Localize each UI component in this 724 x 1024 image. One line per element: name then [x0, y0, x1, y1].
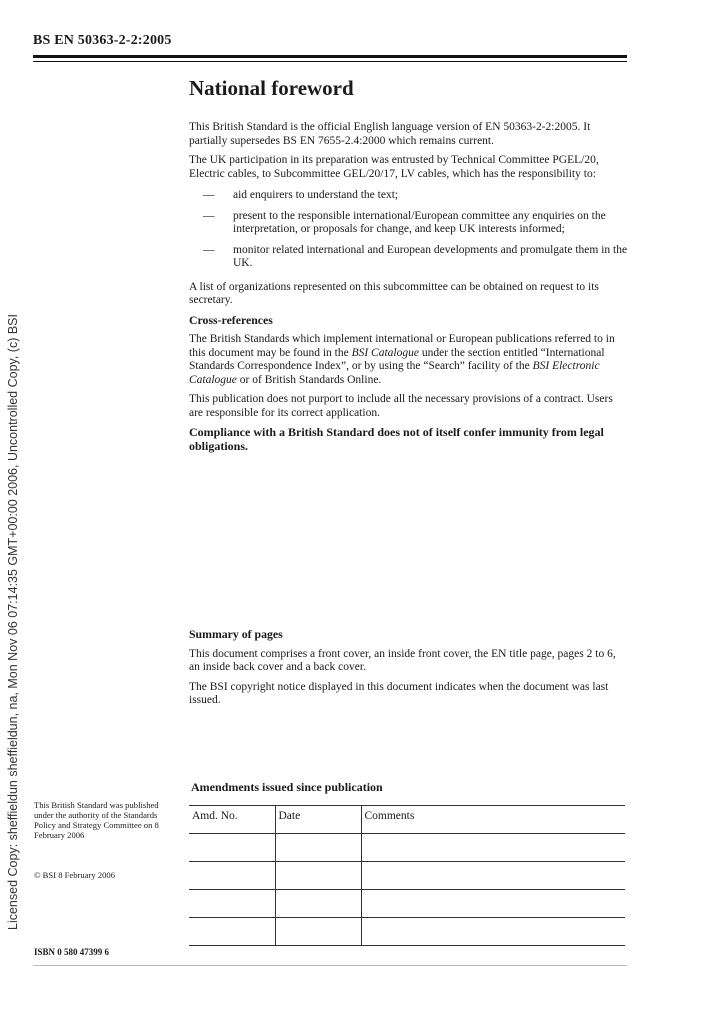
footer-rule [33, 965, 627, 966]
summary-paragraph-1: This document comprises a front cover, an inside front cover, the EN title page, pages 2 to 6, an inside back cover and a back cover. [189, 647, 616, 673]
table-cell [361, 890, 625, 918]
summary-of-pages-section [189, 628, 629, 714]
cross-references-heading: Cross-references [189, 312, 273, 327]
list-item [189, 210, 629, 237]
column-header-date: Date [275, 806, 361, 834]
crossref-text-a: The British Standards which implement international or European publications referred to in this document may be found in the [189, 333, 615, 359]
amendments-title: Amendments issued since publication [191, 780, 383, 794]
list-item-text: monitor related international and European developments and promulgate them in the UK. [233, 243, 628, 269]
dash-marker: — [203, 209, 215, 222]
table-cell [275, 890, 361, 918]
column-header-amd-no: Amd. No. [189, 806, 275, 834]
isbn-number: ISBN 0 580 47399 6 [34, 947, 110, 957]
table-row [189, 918, 625, 946]
table-cell [189, 918, 275, 946]
table-row [189, 862, 625, 890]
crossref-text-e: or of British Standards Online. [236, 373, 382, 386]
list-item-text: present to the responsible international/European committee any enquiries on the interpretation, or proposals for change, and keep UK interests informed; [233, 209, 606, 235]
cross-references-paragraph [189, 333, 629, 387]
table-cell [189, 834, 275, 862]
table-row [189, 834, 625, 862]
foreword-paragraph-5: This publication does not purport to include all the necessary provisions of a contract. Users are responsible for its correct application. [189, 393, 613, 419]
copyright-notice: © BSI 8 February 2006 [34, 870, 116, 880]
list-item-text: aid enquirers to understand the text; [233, 189, 399, 201]
list-item [189, 189, 629, 203]
national-foreword-section [189, 75, 629, 459]
foreword-paragraph-3: A list of organizations represented on this subcommittee can be obtained on request to its secretary. [189, 280, 599, 306]
table-cell [275, 834, 361, 862]
bsi-electronic-catalogue-title: BSI Electronic Catalogue [189, 360, 600, 386]
table-cell [275, 918, 361, 946]
table-cell [189, 890, 275, 918]
dash-marker: — [203, 243, 215, 256]
summary-heading: Summary of pages [189, 627, 283, 641]
document-header-title: BS EN 50363-2-2:2005 [33, 33, 172, 48]
table-row [189, 890, 625, 918]
column-header-comments: Comments [361, 806, 625, 834]
table-cell [361, 918, 625, 946]
summary-paragraph-2: The BSI copyright notice displayed in this document indicates when the document was last issued. [189, 680, 609, 706]
table-header-row [189, 806, 625, 834]
table-cell [361, 834, 625, 862]
page-title: National foreword [189, 76, 354, 100]
bsi-catalogue-title: BSI Catalogue [351, 346, 419, 359]
crossref-text-c: under the section entitled “International Standards Correspondence Index”, or by using the “Search” facility of the [189, 346, 605, 372]
foreword-paragraph-1: This British Standard is the official English language version of EN 50363-2-2:2005. It partially supersedes BS EN 7655-2.4:2000 which remains current. [189, 121, 591, 147]
responsibility-list [189, 189, 629, 271]
header-rule-thin [33, 61, 627, 62]
table-cell [189, 862, 275, 890]
license-watermark: Licensed Copy: sheffieldun sheffieldun, na, Mon Nov 06 07:14:35 GMT+00:00 2006, Uncontrolled Copy, (c) BSI [6, 314, 20, 930]
amendments-table [189, 805, 625, 946]
list-item [189, 244, 629, 271]
table-cell [275, 862, 361, 890]
table-cell [361, 862, 625, 890]
header-rule-thick [33, 55, 627, 58]
publication-authority-note: This British Standard was published under the authority of the Standards Policy and Strategy Committee on 8 February 2006 [34, 800, 159, 840]
dash-marker: — [203, 189, 215, 201]
foreword-paragraph-2: The UK participation in its preparation was entrusted by Technical Committee PGEL/20, Electric cables, to Subcommittee GEL/20/17, LV cables, which has the responsibility to: [189, 154, 599, 180]
compliance-statement: Compliance with a British Standard does not of itself confer immunity from legal obligations. [189, 425, 604, 453]
